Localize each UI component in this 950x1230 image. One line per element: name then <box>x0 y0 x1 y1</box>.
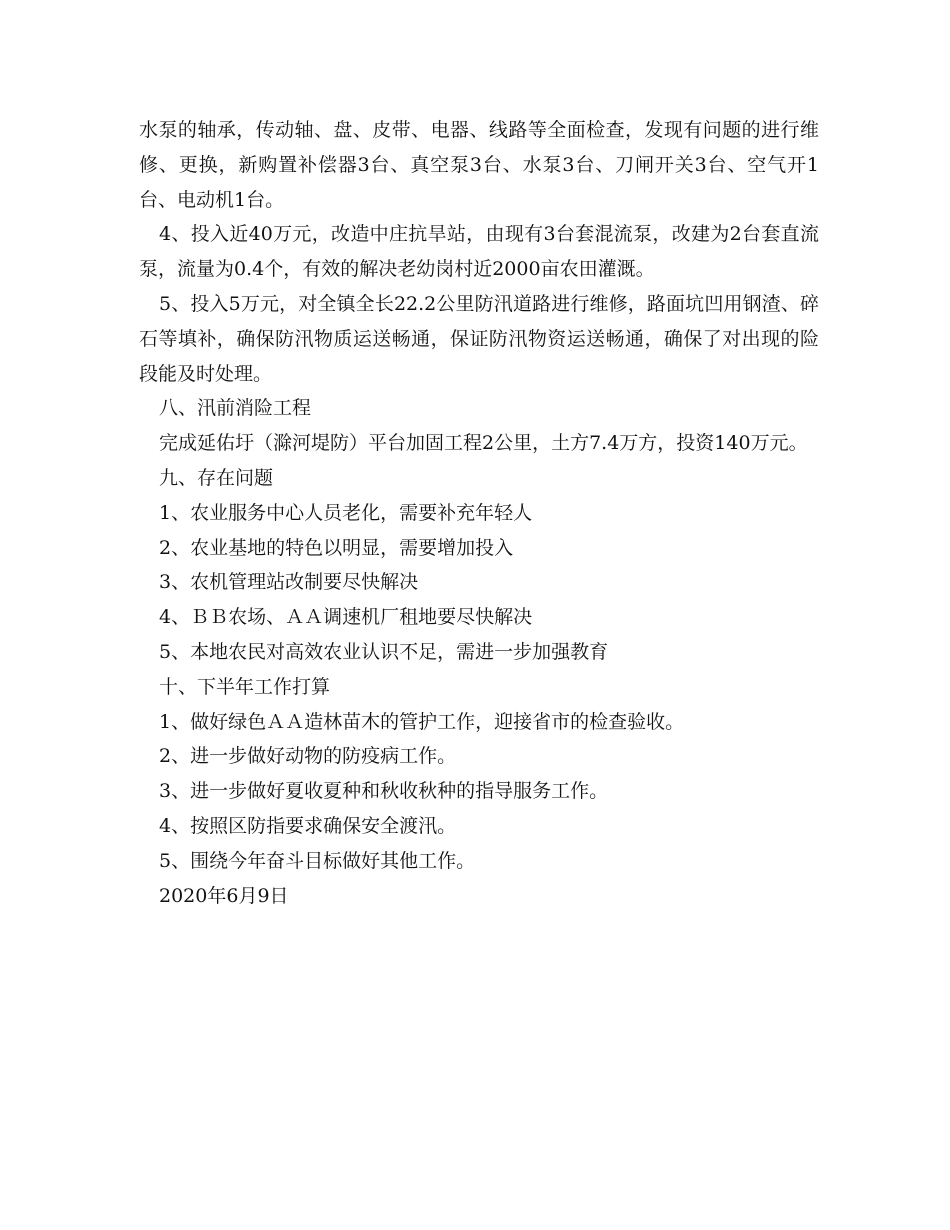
list-item-problem-4: 4、ＢＢ农场、ＡＡ调速机厂租地要尽快解决 <box>159 606 533 629</box>
list-item-problem-1: 1、农业服务中心人员老化，需要补充年轻人 <box>159 501 533 524</box>
list-item-plan-2: 2、进一步做好动物的防疫病工作。 <box>159 745 457 768</box>
document-date: 2020年6月9日 <box>159 884 289 907</box>
list-item-plan-4: 4、按照区防指要求确保安全渡汛。 <box>159 814 457 837</box>
list-item-problem-2: 2、农业基地的特色以明显，需要增加投入 <box>159 536 514 559</box>
section-heading-plan: 十、下半年工作打算 <box>159 675 331 698</box>
section-heading-problems: 九、存在问题 <box>159 466 274 489</box>
list-item-plan-3: 3、进一步做好夏收夏种和秋收秋种的指导服务工作。 <box>159 780 609 803</box>
paragraph-flood-road: 5、投入5万元，对全镇全长22.2公里防汛道路进行维修，路面坑凹用钢渣、碎石等填补，确保防汛物质运送畅通，保证防汛物资运送畅通，确保了对出现的险段能及时处理。 <box>139 292 819 385</box>
list-item-plan-5: 5、围绕今年奋斗目标做好其他工作。 <box>159 849 476 872</box>
paragraph-pump-inspection: 水泵的轴承，传动轴、盘、皮带、电器、线路等全面检查，发现有问题的进行维修、更换，新购置补偿器3台、真空泵3台、水泵3台、刀闸开关3台、空气开1台、电动机1台。 <box>139 119 819 211</box>
paragraph-drought-station: 4、投入近40万元，改造中庄抗旱站，由现有3台套混流泵，改建为2台套直流泵，流量为0.4个，有效的解决老幼岗村近2000亩农田灌溉。 <box>139 223 819 281</box>
paragraph-embankment: 完成延佑圩（滁河堤防）平台加固工程2公里，土方7.4万方，投资140万元。 <box>159 432 808 455</box>
list-item-problem-3: 3、农机管理站改制要尽快解决 <box>159 571 419 594</box>
document-body <box>139 113 819 913</box>
section-heading-flood-works: 八、汛前消险工程 <box>159 397 312 420</box>
list-item-problem-5: 5、本地农民对高效农业认识不足，需进一步加强教育 <box>159 640 609 663</box>
list-item-plan-1: 1、做好绿色ＡＡ造林苗木的管护工作，迎接省市的检查验收。 <box>159 710 685 733</box>
